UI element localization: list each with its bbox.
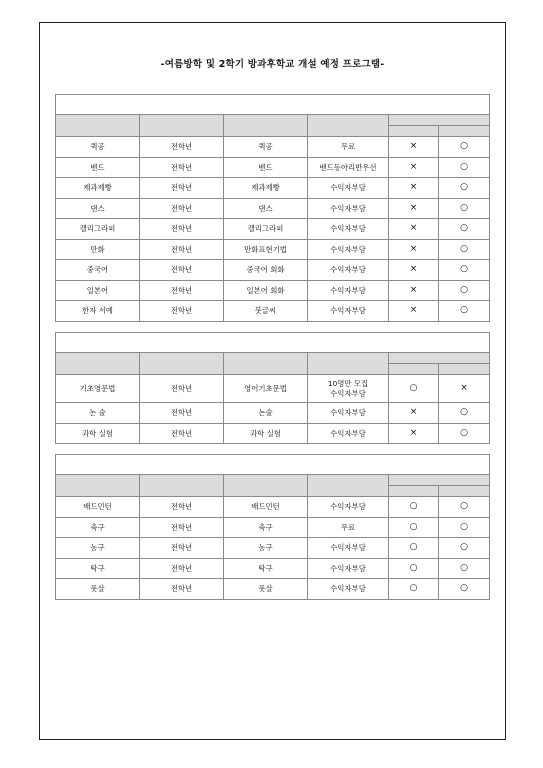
cell-text: × <box>409 264 418 275</box>
cell-target <box>140 178 224 199</box>
cell-summer <box>389 198 439 219</box>
cell-target <box>140 497 224 518</box>
cell-summer <box>389 280 439 301</box>
cell-text: 밴드동아리반우선 <box>319 162 377 172</box>
cell-target <box>140 157 224 178</box>
cell-text: 전학년 <box>170 162 193 172</box>
cell-name <box>56 219 140 240</box>
cell-text: 탁구 <box>90 563 105 573</box>
table-row <box>56 178 490 199</box>
cell-text: 만화표현기법 <box>244 244 287 254</box>
cell-text: × <box>409 284 418 295</box>
cell-text: 만화 <box>90 244 105 254</box>
cell-target <box>140 403 224 424</box>
cell-text: 수익자부담 <box>330 543 366 553</box>
cell-text: 전학년 <box>170 306 193 316</box>
cell-note <box>308 157 389 178</box>
document-page <box>39 22 506 740</box>
cell-content <box>224 157 308 178</box>
cell-text: 전학년 <box>170 584 193 594</box>
table-row <box>56 239 490 260</box>
table-row <box>56 423 490 444</box>
cell-target <box>140 239 224 260</box>
cell-name <box>56 579 140 600</box>
cell-text: 전학년 <box>170 285 193 295</box>
table-row <box>56 219 490 240</box>
cell-text: 수익자부담 <box>330 224 366 234</box>
cell-note <box>308 558 389 579</box>
cell-text: 무료 <box>340 142 356 152</box>
header-col-name <box>56 115 140 137</box>
cell-second <box>439 280 490 301</box>
cell-text: ○ <box>460 202 468 213</box>
cell-text: ○ <box>460 583 468 594</box>
table-physical-training <box>55 454 490 600</box>
cell-text: ○ <box>460 284 468 295</box>
cell-text: 수익자부담 <box>330 428 366 438</box>
cell-summer <box>389 423 439 444</box>
cell-target <box>140 558 224 579</box>
cell-text: 댄스 <box>90 203 105 213</box>
cell-note <box>308 239 389 260</box>
cell-text: × <box>409 182 418 193</box>
header-second-semester <box>439 486 490 497</box>
header-col-content <box>224 115 308 137</box>
cell-summer <box>389 239 439 260</box>
cell-note <box>308 137 389 158</box>
table-row <box>56 538 490 559</box>
cell-text: 전학년 <box>170 408 193 418</box>
cell-text: ○ <box>409 501 418 512</box>
cell-content <box>224 517 308 538</box>
cell-text: 전학년 <box>170 265 193 275</box>
header-summer <box>389 126 439 137</box>
header-col-content <box>224 475 308 497</box>
cell-text: 배드민턴 <box>83 502 112 512</box>
cell-second <box>439 375 490 403</box>
cell-note <box>308 579 389 600</box>
table-row <box>56 280 490 301</box>
cell-content <box>224 423 308 444</box>
table-row <box>56 579 490 600</box>
cell-text: 수익자부담 <box>330 584 366 594</box>
cell-name <box>56 558 140 579</box>
cell-summer <box>389 260 439 281</box>
cell-text: 수익자부담 <box>330 563 366 573</box>
cell-content <box>224 239 308 260</box>
cell-content <box>224 497 308 518</box>
cell-text: ○ <box>460 182 468 193</box>
cell-text: ○ <box>460 141 468 152</box>
cell-content <box>224 375 308 403</box>
cell-text: 논 술 <box>89 408 106 418</box>
cell-text: ○ <box>409 583 418 594</box>
table-caption <box>56 95 490 115</box>
cell-content <box>224 558 308 579</box>
cell-second <box>439 178 490 199</box>
cell-text: ○ <box>460 562 468 573</box>
cell-text: ○ <box>460 161 468 172</box>
cell-text: 탁구 <box>258 563 273 573</box>
cell-text: 수익자부담 <box>330 388 366 398</box>
cell-text: 캘리그라피 <box>247 224 284 234</box>
header-second-semester <box>439 364 490 375</box>
cell-name <box>56 280 140 301</box>
cell-text: × <box>409 161 418 172</box>
cell-summer <box>389 538 439 559</box>
table-row <box>56 403 490 424</box>
cell-name <box>56 198 140 219</box>
table-special-aptitude <box>55 94 490 322</box>
cell-note <box>308 538 389 559</box>
cell-text: 풋살 <box>90 584 105 594</box>
table-row <box>56 497 490 518</box>
cell-name <box>56 301 140 322</box>
cell-name <box>56 260 140 281</box>
cell-note <box>308 375 389 403</box>
cell-note <box>308 178 389 199</box>
cell-text: 전학년 <box>170 428 193 438</box>
cell-note <box>308 517 389 538</box>
cell-text: 배드민턴 <box>251 502 280 512</box>
cell-content <box>224 178 308 199</box>
cell-text: 수익자부담 <box>330 244 366 254</box>
cell-text: 축구 <box>258 522 273 532</box>
cell-text: 제과제빵 <box>83 183 112 193</box>
cell-text: ○ <box>460 501 468 512</box>
cell-text: 밴드 <box>90 162 105 172</box>
cell-second <box>439 558 490 579</box>
cell-text: 퀵공 <box>90 142 105 152</box>
cell-target <box>140 375 224 403</box>
cell-text: 전학년 <box>170 563 193 573</box>
cell-text: ○ <box>460 223 468 234</box>
cell-name <box>56 239 140 260</box>
header-summer <box>389 486 439 497</box>
cell-text: 무료 <box>340 522 356 532</box>
cell-text: 전학년 <box>170 224 193 234</box>
cell-content <box>224 301 308 322</box>
table-row <box>56 137 490 158</box>
cell-text: 댄스 <box>258 203 273 213</box>
cell-note <box>308 280 389 301</box>
cell-target <box>140 579 224 600</box>
header-col-target <box>140 115 224 137</box>
cell-text: 과학 실험 <box>82 428 113 438</box>
cell-text: ○ <box>409 521 418 532</box>
table-caption <box>56 333 490 353</box>
cell-text: 수익자부담 <box>330 502 366 512</box>
cell-content <box>224 403 308 424</box>
cell-text: 일본어 회화 <box>246 285 285 295</box>
cell-text: 수익자부담 <box>330 285 366 295</box>
cell-second <box>439 137 490 158</box>
cell-name <box>56 538 140 559</box>
cell-text: ○ <box>460 407 468 418</box>
cell-text: 논술 <box>258 408 273 418</box>
cell-content <box>224 280 308 301</box>
cell-summer <box>389 579 439 600</box>
cell-target <box>140 137 224 158</box>
cell-name <box>56 423 140 444</box>
cell-content <box>224 538 308 559</box>
cell-text: 전학년 <box>170 203 193 213</box>
cell-text: 수익자부담 <box>330 265 366 275</box>
cell-text: 한자 서예 <box>82 306 113 316</box>
cell-name <box>56 403 140 424</box>
cell-text: ○ <box>409 562 418 573</box>
cell-note <box>308 219 389 240</box>
cell-target <box>140 538 224 559</box>
cell-text: 풋살 <box>258 584 273 594</box>
cell-summer <box>389 497 439 518</box>
cell-text: 전학년 <box>170 522 193 532</box>
table-row <box>56 157 490 178</box>
header-col-note <box>308 353 389 375</box>
table-row <box>56 198 490 219</box>
cell-name <box>56 157 140 178</box>
table-row <box>56 301 490 322</box>
cell-name <box>56 178 140 199</box>
cell-note <box>308 301 389 322</box>
header-col-note <box>308 115 389 137</box>
header-col-target <box>140 475 224 497</box>
header-open-period <box>389 475 490 486</box>
document-title: -여름방학 및 2학기 방과후학교 개설 예정 프로그램- <box>160 59 385 70</box>
cell-second <box>439 403 490 424</box>
header-col-note <box>308 475 389 497</box>
cell-text: × <box>460 382 468 393</box>
table-row <box>56 558 490 579</box>
cell-summer <box>389 403 439 424</box>
cell-content <box>224 260 308 281</box>
header-col-name <box>56 353 140 375</box>
cell-second <box>439 517 490 538</box>
cell-second <box>439 301 490 322</box>
cell-name <box>56 497 140 518</box>
cell-text: 축구 <box>90 522 105 532</box>
cell-text: × <box>409 202 418 213</box>
cell-text: ○ <box>409 542 418 553</box>
cell-note <box>308 403 389 424</box>
cell-text: 10명만 모집 <box>327 379 369 389</box>
header-col-content <box>224 353 308 375</box>
cell-second <box>439 198 490 219</box>
table-row <box>56 260 490 281</box>
cell-name <box>56 517 140 538</box>
header-col-target <box>140 353 224 375</box>
table-curriculum <box>55 332 490 444</box>
cell-text: × <box>409 427 418 438</box>
cell-note <box>308 260 389 281</box>
cell-second <box>439 219 490 240</box>
cell-content <box>224 198 308 219</box>
cell-summer <box>389 301 439 322</box>
cell-second <box>439 423 490 444</box>
cell-summer <box>389 137 439 158</box>
cell-content <box>224 219 308 240</box>
cell-text: 수익자부담 <box>330 203 366 213</box>
cell-text: 전학년 <box>170 244 193 254</box>
cell-text: × <box>409 407 418 418</box>
cell-text: 농구 <box>258 543 273 553</box>
cell-content <box>224 579 308 600</box>
cell-text: ○ <box>460 305 468 316</box>
cell-text: 중국어 <box>86 265 109 275</box>
cell-text: ○ <box>460 427 468 438</box>
header-second-semester <box>439 126 490 137</box>
cell-text: 퀵공 <box>258 142 273 152</box>
cell-second <box>439 538 490 559</box>
cell-text: ○ <box>460 243 468 254</box>
cell-text: × <box>409 243 418 254</box>
cell-text: ○ <box>460 264 468 275</box>
cell-text: 캘리그라피 <box>79 224 116 234</box>
cell-text: 전학년 <box>170 183 193 193</box>
cell-target <box>140 517 224 538</box>
cell-note <box>308 497 389 518</box>
cell-text: 기초영문법 <box>79 383 116 393</box>
header-col-name <box>56 475 140 497</box>
cell-text: ○ <box>460 542 468 553</box>
cell-text: 전학년 <box>170 543 193 553</box>
cell-text: 제과제빵 <box>251 183 280 193</box>
cell-text: 수익자부담 <box>330 306 366 316</box>
header-summer <box>389 364 439 375</box>
cell-target <box>140 219 224 240</box>
cell-second <box>439 239 490 260</box>
table-caption <box>56 455 490 475</box>
cell-text: 붓글씨 <box>254 306 277 316</box>
table-row <box>56 517 490 538</box>
cell-text: × <box>409 141 418 152</box>
cell-text: × <box>409 305 418 316</box>
cell-target <box>140 280 224 301</box>
cell-summer <box>389 157 439 178</box>
cell-text: × <box>409 223 418 234</box>
cell-summer <box>389 375 439 403</box>
cell-text: 전학년 <box>170 502 193 512</box>
cell-second <box>439 497 490 518</box>
cell-summer <box>389 219 439 240</box>
cell-summer <box>389 517 439 538</box>
cell-second <box>439 260 490 281</box>
cell-text: 전학년 <box>170 142 193 152</box>
cell-content <box>224 137 308 158</box>
table-row <box>56 375 490 403</box>
cell-text: 영어기초문법 <box>244 383 287 393</box>
cell-target <box>140 423 224 444</box>
cell-name <box>56 137 140 158</box>
cell-text: 수익자부담 <box>330 183 366 193</box>
cell-target <box>140 198 224 219</box>
cell-text: ○ <box>460 521 468 532</box>
cell-note <box>308 423 389 444</box>
cell-text: 과학 실험 <box>250 428 281 438</box>
cell-text: 일본어 <box>86 285 109 295</box>
cell-summer <box>389 558 439 579</box>
cell-target <box>140 260 224 281</box>
cell-note <box>308 198 389 219</box>
cell-text: 밴드 <box>258 162 273 172</box>
cell-target <box>140 301 224 322</box>
cell-summer <box>389 178 439 199</box>
cell-second <box>439 579 490 600</box>
header-open-period <box>389 115 490 126</box>
cell-text: 중국어 회화 <box>246 265 285 275</box>
cell-second <box>439 157 490 178</box>
cell-text: 전학년 <box>170 383 193 393</box>
cell-text: 수익자부담 <box>330 408 366 418</box>
header-open-period <box>389 353 490 364</box>
cell-name <box>56 375 140 403</box>
cell-text: ○ <box>409 382 418 393</box>
cell-text: 농구 <box>90 543 105 553</box>
